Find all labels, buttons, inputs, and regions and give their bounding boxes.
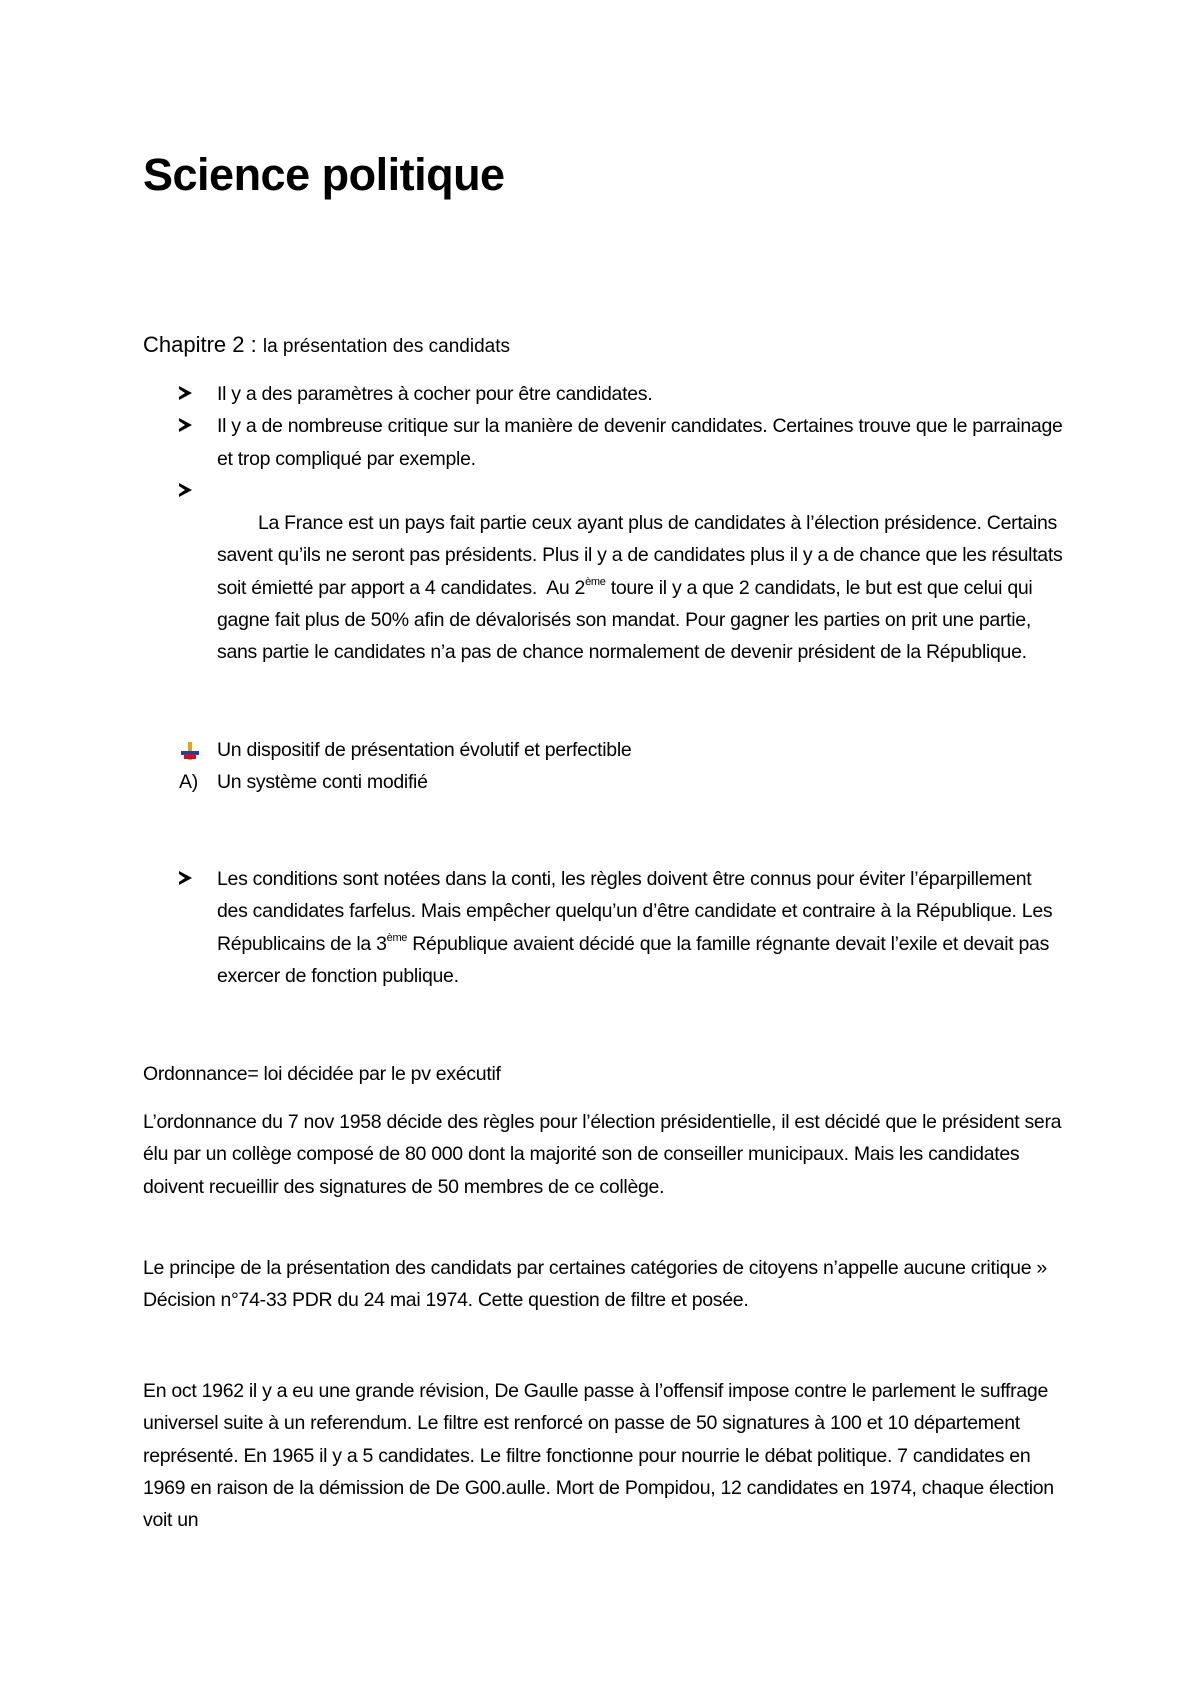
chapter-title: la présentation des candidats <box>262 336 511 357</box>
superscript: ème <box>386 931 408 944</box>
arrow-bullet-icon <box>179 410 203 442</box>
subsection-heading-text: Un système conti modifié <box>217 771 428 794</box>
list-item-text: Il y a de nombreuse critique sur la manière de devenir candidates. Certaines trouve que le parrainage et trop compliqué par exemple. <box>217 415 1063 470</box>
chapter-heading <box>143 331 510 360</box>
list-item <box>143 863 1063 992</box>
ordonnance-paragraph <box>143 1106 1063 1203</box>
list-item-text: Il y a des paramètres à cocher pour être candidates. <box>217 383 653 405</box>
section-heading <box>143 734 1063 766</box>
list-item-text: Les conditions sont notées dans la conti, les règles doivent être connus pour éviter l’éparpillement des candidates farfelus. Mais empêcher quelqu’un d’être candidate et contraire à la République. Les Républicains de la 3 <box>217 868 1053 955</box>
section-headings <box>143 734 1063 799</box>
list-item <box>143 410 1063 475</box>
bullet-list-2 <box>143 863 1063 992</box>
cross-bullet-icon <box>181 742 199 760</box>
subsection-letter: A) <box>179 771 198 794</box>
list-item-text: La France est un pays fait partie ceux ayant plus de candidates à l’élection présidence. Certains savent qu’ils ne seront pas présidents. Plus il y a de candidates plus il y a de chance que les résultats soit émietté par apport a 4 candidates. Au 2 <box>217 512 1068 599</box>
arrow-bullet-icon <box>179 475 203 507</box>
definition-paragraph: Ordonnance= loi décidée par le pv exécutif <box>143 1063 501 1085</box>
body-paragraph: En oct 1962 il y a eu une grande révision, De Gaulle passe à l’offensif impose contre le parlement le suffrage universel suite à un referendum. Le filtre est renforcé on passe de 50 signatures à 100 et 10 département représenté. En 1965 il y a 5 candidates. Le filtre fonctionne pour nourrie le débat politique. 7 candidates en 1969 en raison de la démission de De G00.aulle. Mort de Pompidou, 12 candidates en 1974, chaque élection voit un <box>143 1380 1054 1532</box>
document-title: Science politique <box>143 149 505 200</box>
list-item <box>143 378 1063 410</box>
superscript: ème <box>585 575 606 588</box>
arrow-bullet-icon <box>179 863 203 895</box>
body-paragraph: Le principe de la présentation des candidats par certaines catégories de citoyens n’appelle aucune critique » Décision n°74-33 PDR du 24 mai 1974. Cette question de filtre et posée. <box>143 1257 1047 1312</box>
chapter-number: Chapitre 2 : <box>143 332 263 357</box>
list-item <box>143 475 1068 701</box>
section-heading-text: Un dispositif de présentation évolutif et perfectible <box>217 739 632 761</box>
list-item-text-continued: toure il y a que 2 candidats, le but est que celui qui gagne fait plus de 50% afin de dévalorisés son mandat. Pour gagner les parties on prit une partie, sans partie le candidates n’a pas de chance normalement de devenir président de la République. <box>217 576 1038 664</box>
subsection-heading <box>143 766 1063 798</box>
oct1962-paragraph <box>143 1375 1063 1536</box>
ordonnance-definition <box>143 1058 1063 1090</box>
bullet-list-1 <box>143 378 1068 701</box>
arrow-bullet-icon <box>179 378 203 410</box>
list-item-text-continued: République avaient décidé que la famille régnante devait l’exile et devait pas exercer de fonction publique. <box>217 932 1050 987</box>
body-paragraph: L’ordonnance du 7 nov 1958 décide des règles pour l’élection présidentielle, il est décidé que le président sera élu par un collège composé de 80 000 dont la majorité son de conseiller municipaux. Mais les candidates doivent recueillir des signatures de 50 membres de ce collège. <box>143 1111 1062 1198</box>
principe-paragraph <box>143 1252 1063 1317</box>
